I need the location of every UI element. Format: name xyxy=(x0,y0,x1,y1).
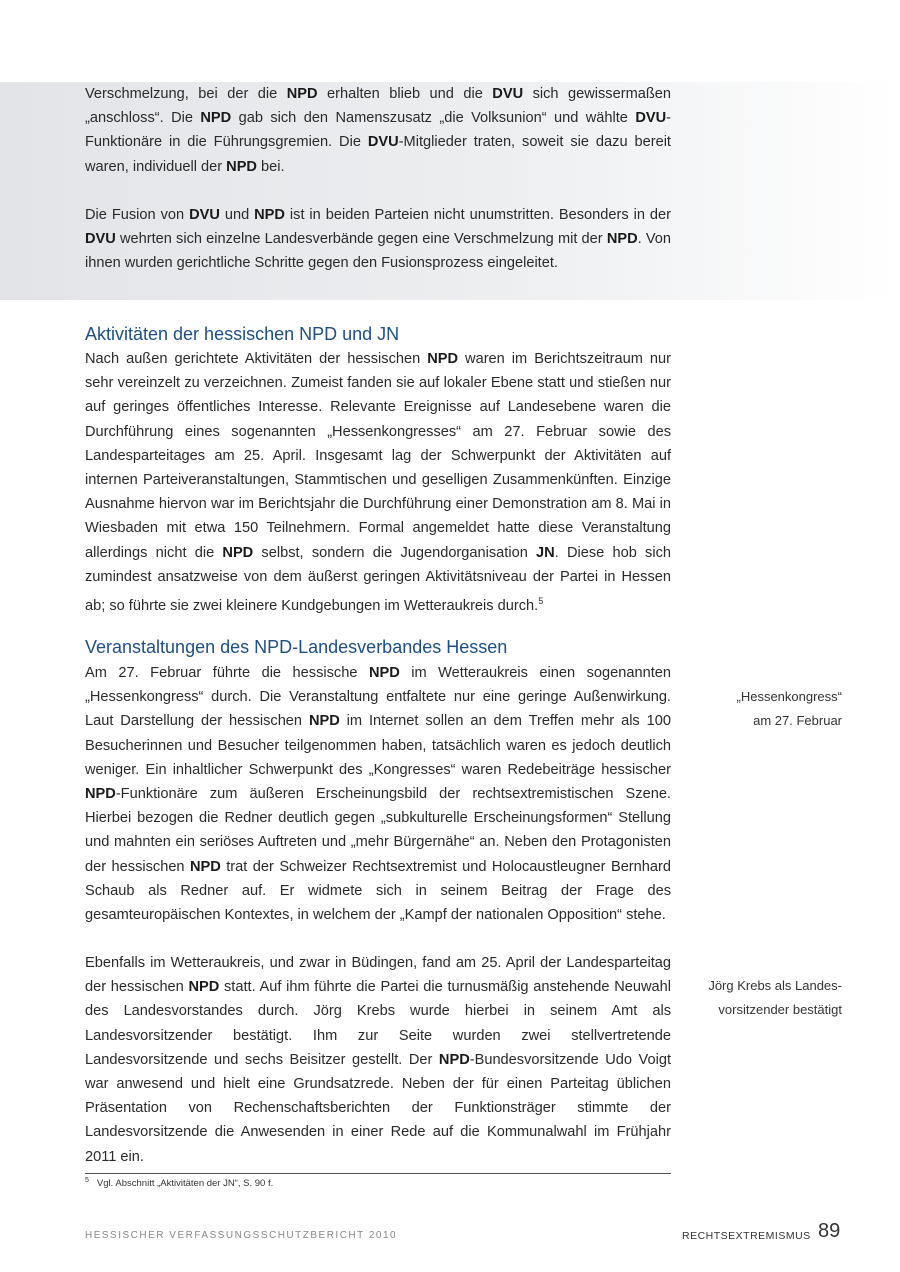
section-heading-events: Veranstaltungen des NPD-Landesverbandes Hessen xyxy=(85,637,508,657)
section-heading-activities: Aktivitäten der hessischen NPD und JN xyxy=(85,324,400,344)
events-paragraph-2: Ebenfalls im Wetteraukreis, und zwar in Büdingen, fand am 25. April der Landesparteitag der hessischen NPD statt. Auf ihm führte die Partei die turnusmäßig anstehende Neuwahl des Landesvorstandes durch. Jörg Krebs wurde hierbei in seinem Amt als Landesvorsitzender bestätigt. Ihm zur Seite wurden zwei stellvertretende Landesvorsitzende und sechs Beisitzer gestellt. Der NPD-Bundesvorsitzende Udo Voigt war anwesend und hielt eine Grundsatzrede. Neben der für einen Parteitag üblichen Präsentation von Rechenschaftsberichten der Funktionsträger stimmte der Landesvorsitzende die Anwesenden in einer Rede auf die Kommunalwahl im Frühjahr 2011 ein. xyxy=(85,955,672,1165)
margin-note-hessenkongress xyxy=(672,685,842,733)
footnote-rule xyxy=(85,1173,671,1174)
margin-note-line: Jörg Krebs als Landes- xyxy=(708,978,842,993)
party-abbreviation: DVU xyxy=(492,86,524,102)
party-abbreviation: NPD xyxy=(308,713,340,730)
footnote-text: Vgl. Abschnitt „Aktivitäten der JN“, S. 90 f. xyxy=(96,1178,274,1190)
party-abbreviation: DVU xyxy=(85,231,116,248)
events-paragraph-1: Am 27. Februar führte die hessische NPD im Wetteraukreis einen sogenannten „Hessenkongress“ durch. Die Veranstaltung entfaltete nur eine geringe Außenwirkung. Laut Darstellung der hessischen NPD im Internet sollen an dem Treffen mehr als 100 Besucherinnen und Besucher teilgenommen haben, tatsächlich waren es jedoch deutlich weniger. Ein inhaltlicher Schwerpunkt des „Kongresses“ waren Redebeiträge hessischer NPD-Funktionäre zum äußeren Erscheinungsbild der rechtsextremistischen Szene. Hierbei bezogen die Redner deutlich gegen „subkulturelle Erscheinungsformen“ Stellung und mahnten ein seriöses Auftreten und „mehr Bürgernähe“ an. Neben den Protagonisten der hessischen NPD trat der Schweizer Rechtsextremist und Holocaustleugner Bernhard Schaub als Redner auf. Er widmete sich in seinem Beitrag der Frage des gesamteuropäischen Kontextes, in welchem der „Kampf der nationalen Opposition“ stehe. xyxy=(85,665,671,924)
margin-note-line: „Hessenkongress“ xyxy=(736,689,842,704)
intro-paragraph-1: Verschmelzung, bei der die NPD erhalten blieb und die DVU sich gewissermaßen „anschloss“. Die NPD gab sich den Namenszusatz „die Volksunion“ und wählte DVU-Funktionäre in die Führungsgremien. Die DVU-Mitglieder traten, soweit sie dazu bereit waren, individuell der NPD bei. xyxy=(85,86,671,175)
party-abbreviation: NPD xyxy=(427,351,459,367)
party-abbreviation: NPD xyxy=(286,86,318,102)
party-abbreviation: DVU xyxy=(367,134,399,151)
footer-publication-title: HESSISCHER VERFASSUNGSSCHUTZBERICHT 2010 xyxy=(85,1230,398,1241)
party-abbreviation: NPD xyxy=(188,979,220,996)
party-abbreviation: NPD xyxy=(222,544,254,561)
party-abbreviation: NPD xyxy=(85,786,116,803)
margin-note-krebs xyxy=(672,974,842,1022)
footnote-reference: 5 xyxy=(538,596,544,607)
party-abbreviation: NPD xyxy=(606,231,638,248)
margin-note-line: am 27. Februar xyxy=(753,713,842,728)
party-abbreviation: JN xyxy=(536,544,555,561)
activities-paragraph: Nach außen gerichtete Aktivitäten der hessischen NPD waren im Berichtszeitraum nur sehr vereinzelt zu verzeichnen. Zumeist fanden sie auf lokaler Ebene statt und stießen nur auf geringes öffentliches Interesse. Relevante Ereignisse auf Landesebene waren die Durchführung eines sogenannten „Hessenkongresses“ am 27. Februar sowie des Landesparteitages am 25. April. Insgesamt lag der Schwerpunkt der Aktivitäten auf internen Parteiveranstaltungen, Stammtischen und geselligen Zusammenkünften. Einzige Ausnahme hiervon war im Berichtsjahr die Durchführung einer Demonstration am 8. Mai in Wiesbaden mit etwa 150 Teilnehmern. Formal angemeldet hatte diese Veranstaltung allerdings nicht die NPD selbst, sondern die Jugendorganisation JN. Diese hob sich zumindest ansatzweise von dem äußerst geringen Aktivitätsniveau der Partei in Hessen ab; so führte sie zwei kleinere Kundgebungen im Wetteraukreis durch.$^5$ xyxy=(85,351,671,614)
party-abbreviation: DVU xyxy=(189,207,220,223)
margin-note-line: vorsitzender bestätigt xyxy=(718,1002,842,1017)
party-abbreviation: NPD xyxy=(190,858,221,875)
intro-paragraph-2: Die Fusion von DVU und NPD ist in beiden Parteien nicht unumstritten. Besonders in der DVU wehrten sich einzelne Landesverbände gegen eine Verschmelzung mit der NPD. Von ihnen wurden gerichtliche Schritte gegen den Fusionsprozess eingeleitet. xyxy=(85,207,671,272)
footnote-number: 5 xyxy=(85,1177,89,1184)
footer-section-title: RECHTSEXTREMISMUS xyxy=(682,1230,811,1242)
page-number: 89 xyxy=(818,1220,841,1242)
party-abbreviation: DVU xyxy=(635,110,667,127)
party-abbreviation: NPD xyxy=(438,1051,470,1068)
footnote xyxy=(85,1177,273,1189)
party-abbreviation: NPD xyxy=(226,158,257,175)
party-abbreviation: NPD xyxy=(254,207,285,223)
party-abbreviation: NPD xyxy=(200,110,232,127)
party-abbreviation: NPD xyxy=(368,665,400,681)
